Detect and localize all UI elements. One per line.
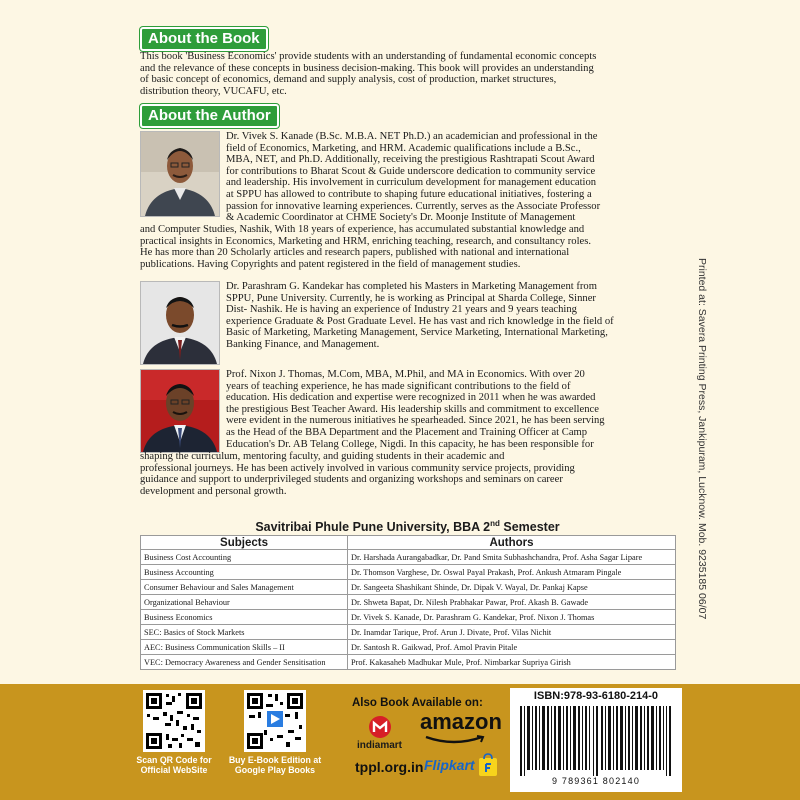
website-qr-code[interactable]	[143, 690, 205, 752]
printer-imprint	[696, 258, 716, 620]
indiamart-logo[interactable]	[357, 715, 405, 755]
text-line: He has more than 20 Scholarly articles and research papers, published with national and international	[140, 247, 570, 259]
text-line: & Academic Coordinator at CHME Society's Dr. Moonje Institute of Management	[226, 212, 576, 224]
text-line: MBA, NET, and Ph.D. Additionally, receiving the prestigious Rashtrapati Scout Award	[226, 154, 595, 166]
university-title	[140, 519, 675, 534]
text-line: Prof. Nixon J. Thomas, M.Com, MBA, M.Phil, and MA in Economics. With over 20	[226, 369, 585, 380]
subject-cell: Consumer Behaviour and Sales Management	[141, 580, 348, 595]
author-photo-thomas	[140, 369, 220, 453]
subject-cell: VEC: Democracy Awareness and Gender Sensitisation	[141, 655, 348, 670]
text-line: practical insights in Economics, Marketing and HRM, enriching teaching, research, and consultancy roles.	[140, 235, 591, 247]
subject-cell: Organizational Behaviour	[141, 595, 348, 610]
table-row	[141, 655, 676, 670]
authors-cell: Dr. Harshada Aurangabadkar, Dr. Pand Smita Subhashchandra, Prof. Asha Sagar Lipare	[348, 550, 676, 565]
author-photo-kanade	[140, 131, 220, 217]
authors-cell: Prof. Kakasaheb Madhukar Mule, Prof. Nimbarkar Supriya Girish	[348, 655, 676, 670]
text-line: shaping the curriculum, mentoring faculty, and guiding students in their academic and	[140, 451, 505, 462]
isbn-barcode-box	[510, 688, 682, 792]
text-line: as the Head of the BBA Department and the Placement and Training Officer at Camp	[226, 426, 588, 438]
about-author-heading: About the Author	[140, 104, 279, 128]
table-row	[141, 565, 676, 580]
subject-cell: AEC: Business Communication Skills – II	[141, 640, 348, 655]
subject-cell: Business Economics	[141, 610, 348, 625]
text-line: Basic of Marketing, Marketing Management, Service Marketing, International Marketing,	[226, 327, 608, 339]
qr-website-caption	[130, 755, 218, 775]
qr-code-graphic	[143, 690, 205, 752]
text-line: for contributions to Bharat Scout & Guide underscore dedication to community service	[226, 165, 596, 177]
subject-cell: Business Accounting	[141, 565, 348, 580]
tppl-website-link[interactable]: tppl.org.in	[355, 759, 424, 775]
flipkart-logo-text[interactable]: Flipkart	[424, 757, 475, 773]
column-header: Authors	[348, 536, 676, 550]
amazon-logo-text[interactable]: amazon	[420, 709, 502, 734]
table-row	[141, 610, 676, 625]
footer-band	[0, 684, 800, 800]
author-bio-kanade-bottom	[140, 224, 678, 270]
text-line: experience Graduate & Post Graduate Level. He has vast and rich knowledge in the field of	[226, 315, 614, 327]
text-line: field of Economics, Marketing, and HRM. Academic qualifications include a B.Sc.,	[226, 142, 581, 154]
subjects-table	[140, 535, 676, 670]
caption-line: Google Play Books	[234, 765, 316, 775]
text-line: Dist- Nashik. He is having an experience of Industry 21 years and 9 years teaching	[226, 304, 577, 316]
text-line: and Computer Studies, Nashik, With 18 years of experience, has accumulated substantial knowledge and	[140, 224, 585, 235]
table-row	[141, 625, 676, 640]
text-line: Dr. Vivek S. Kanade (B.Sc. M.B.A. NET Ph.D.) an academician and professional in the	[226, 131, 598, 142]
authors-cell: Dr. Shweta Bapat, Dr. Nilesh Prabhakar Pawar, Prof. Akash B. Gawade	[348, 595, 676, 610]
caption-line: Buy E-Book Edition at	[228, 755, 322, 765]
indiamart-icon	[367, 715, 393, 739]
text-line: guidance and support to underprivileged students and organizing workshops and seminars on career	[140, 474, 563, 486]
author-bio-thomas-top	[226, 369, 678, 450]
caption-line: Scan QR Code for	[136, 755, 212, 765]
text-line: of basic concept of economics, demand and supply analysis, cost of production, market structures,	[140, 74, 557, 86]
qr-ebook-caption	[226, 755, 324, 775]
amazon-smile-icon	[424, 735, 486, 745]
authors-cell: Dr. Santosh R. Gaikwad, Prof. Amol Pravin Pitale	[348, 640, 676, 655]
ebook-qr-code[interactable]	[244, 690, 306, 752]
also-available-label: Also Book Available on:	[352, 697, 483, 709]
subject-cell: Business Cost Accounting	[141, 550, 348, 565]
text-line: and leadership. His involvement in curriculum development for management education	[226, 177, 597, 189]
printer-imprint-text: Printed at: Savera Printing Press, Jankipuram, Lucknow. Mob. 9235185 06/07	[696, 258, 708, 620]
table-row	[141, 595, 676, 610]
table-row	[141, 640, 676, 655]
text-line: were evident in the numerous initiatives he spearheaded. Since 2021, he has been serving	[226, 415, 605, 427]
text-line: professional journeys. He has been actively involved in various community service projects, providing	[140, 462, 575, 474]
barcode-digits: 9 789361 802140	[551, 776, 641, 786]
text-line: Banking Finance, and Management.	[226, 338, 380, 350]
text-line: SPPU, Pune University. Currently, he is working as Principal at Sharda College, Sinner	[226, 292, 596, 304]
university-title-text: Savitribai Phule Pune University, BBA 2	[255, 520, 491, 535]
university-title-sup: nd	[490, 519, 500, 528]
text-line: Education's Dr. AB Telang College, Nigdi. In this capacity, he has been responsible for	[226, 438, 594, 450]
authors-cell: Dr. Inamdar Tarique, Prof. Arun J. Divate, Prof. Vilas Nichit	[348, 625, 676, 640]
column-header: Subjects	[141, 536, 348, 550]
author-bio-kanade-top	[226, 131, 678, 224]
authors-cell: Dr. Sangeeta Shashikant Shinde, Dr. Dipak V. Wayal, Dr. Pankaj Kapse	[348, 580, 676, 595]
table-row	[141, 550, 676, 565]
text-line: the prestigious Best Teacher Award. His leadership skills and commitment to excellence	[226, 403, 599, 415]
text-line: This book 'Business Economics' provide students with an understanding of fundamental economic concepts	[140, 51, 597, 62]
about-book-text	[140, 51, 678, 97]
qr-code-graphic	[244, 690, 306, 752]
text-line: years of teaching experience, he has made significant contributions to the field of	[226, 380, 571, 392]
authors-cell: Dr. Thomson Varghese, Dr. Oswal Payal Prakash, Prof. Ankush Atmaram Pingale	[348, 565, 676, 580]
table-row	[141, 580, 676, 595]
authors-cell: Dr. Vivek S. Kanade, Dr. Parashram G. Kandekar, Prof. Nixon J. Thomas	[348, 610, 676, 625]
text-line: at SPPU has allowed to contribute to shaping future educational initiatives, fostering a	[226, 188, 592, 200]
text-line: education. His dedication and expertise were recognized in 2011 when he was awarded	[226, 392, 596, 404]
author-bio-kandekar	[226, 281, 678, 351]
text-line: distribution theory, VUCAFU, etc.	[140, 85, 287, 97]
text-line: development and personal growth.	[140, 485, 287, 497]
text-line: and the relevance of these concepts in business decision-making. This book will provides an understanding	[140, 62, 594, 74]
text-line: Dr. Parashram G. Kandekar has completed his Masters in Marketing Management from	[226, 281, 597, 292]
caption-line: Official WebSite	[140, 765, 208, 775]
table-header-row	[141, 536, 676, 550]
subject-cell: SEC: Basics of Stock Markets	[141, 625, 348, 640]
text-line: passion for innovative learning experiences. Currently, serves as the Associate Professor	[226, 200, 601, 212]
text-line: publications. Having Copyrights and patent registered in the field of management studies.	[140, 258, 521, 270]
indiamart-text: indiamart	[357, 740, 403, 751]
about-book-heading: About the Book	[140, 27, 268, 51]
author-photo-kandekar	[140, 281, 220, 365]
barcode-graphic	[518, 706, 674, 776]
university-title-end: Semester	[499, 520, 560, 535]
author-bio-thomas-bottom	[140, 451, 678, 497]
flipkart-bag-icon	[478, 753, 498, 777]
isbn-number: ISBN:978-93-6180-214-0	[533, 690, 659, 702]
